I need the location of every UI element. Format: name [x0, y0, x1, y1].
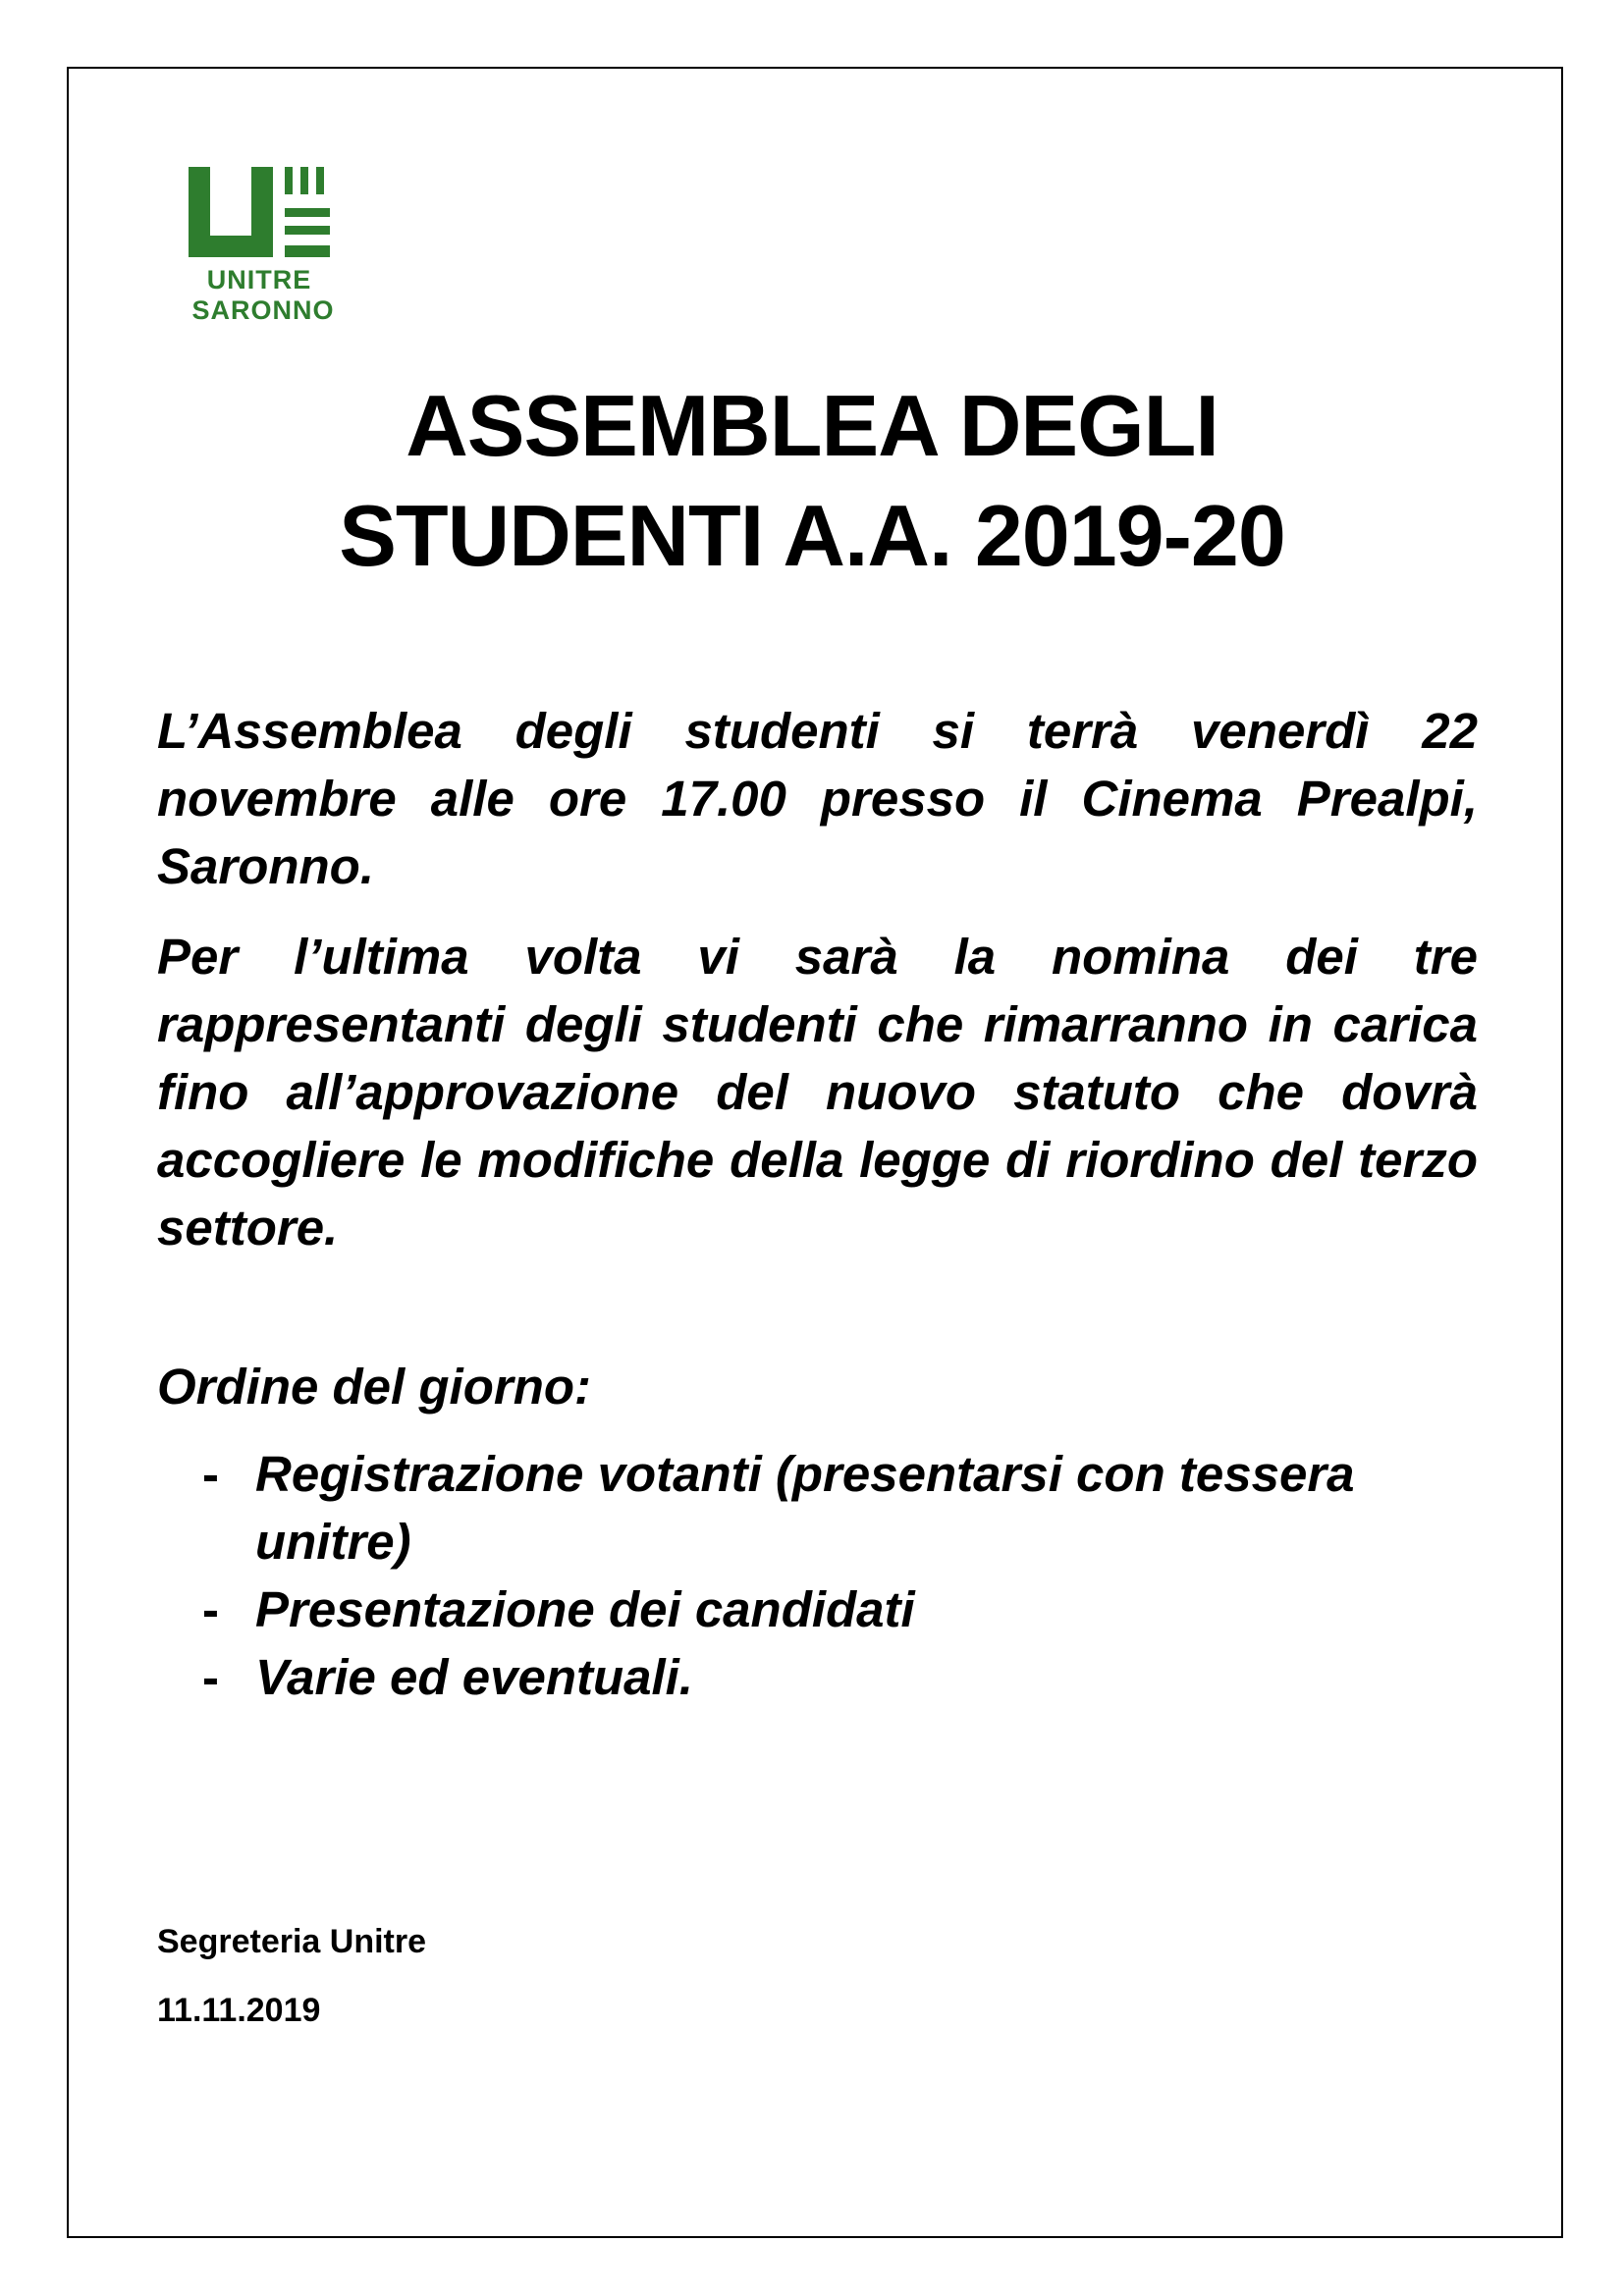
dash-bullet: -	[202, 1446, 219, 1502]
page-title	[0, 371, 1624, 591]
agenda-item-text: Registrazione votanti (presentarsi con tessera unitre)	[255, 1446, 1355, 1570]
title-line-2: STUDENTI A.A. 2019-20	[339, 487, 1285, 584]
unitre-logo	[187, 165, 344, 332]
dash-bullet: -	[202, 1581, 219, 1637]
agenda-item	[157, 1575, 1478, 1643]
agenda-heading: Ordine del giorno:	[157, 1359, 591, 1415]
dash-bullet: -	[202, 1649, 219, 1705]
agenda-item	[157, 1643, 1478, 1711]
logo-text-saronno: SARONNO	[191, 295, 335, 325]
logo-text-unitre: UNITRE	[206, 265, 312, 294]
nomination-paragraph: Per l’ultima volta vi sarà la nomina dei tre rappresentanti degli studenti che rimarranno in carica fino all’approvazione del nuovo statuto che dovrà accogliere le modifiche della legge di riordino del terzo settore.	[157, 929, 1478, 1255]
agenda-item-text: Varie ed eventuali.	[255, 1649, 693, 1705]
signature: Segreteria Unitre	[157, 1923, 426, 1960]
title-line-1: ASSEMBLEA DEGLI	[406, 377, 1218, 474]
agenda-item-text: Presentazione dei candidati	[255, 1581, 915, 1637]
agenda-item	[157, 1440, 1478, 1575]
announcement-paragraph: L’Assemblea degli studenti si terrà venerdì 22 novembre alle ore 17.00 presso il Cinema Prealpi, Saronno.	[157, 703, 1478, 894]
document-date: 11.11.2019	[157, 1992, 321, 2029]
unitre-logo-mark-icon	[187, 165, 344, 268]
agenda-list	[157, 1440, 1478, 1711]
